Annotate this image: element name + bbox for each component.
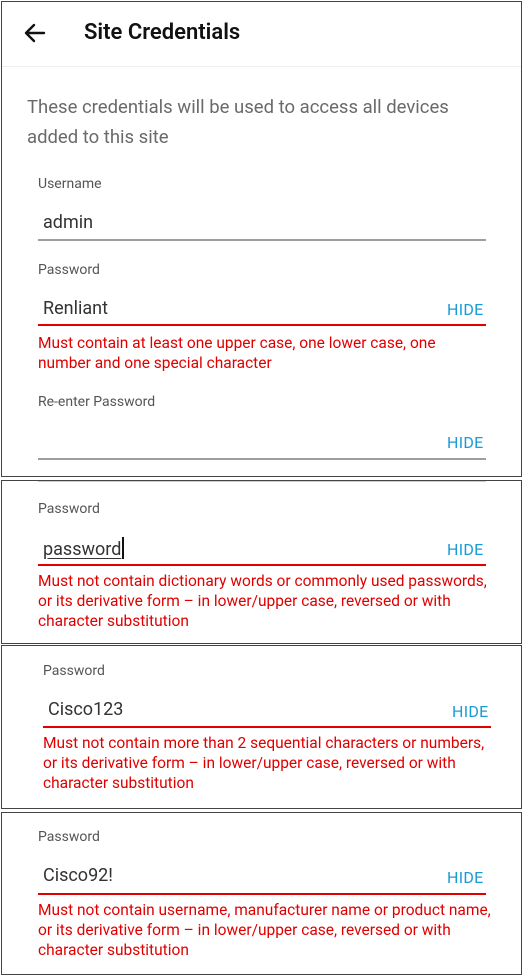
page-title: Site Credentials: [84, 20, 241, 45]
divider: [38, 481, 486, 482]
password-error: Must not contain more than 2 sequential characters or numbers, or its derivative form – in lower/upper case, reversed or with character substitution: [43, 734, 485, 792]
credentials-form-panel: [1, 1, 522, 477]
password-label: Password: [38, 501, 100, 517]
intro-text: These credentials will be used to access all devices added to this site: [27, 96, 449, 148]
password-label: Password: [38, 829, 100, 845]
password-error: Must contain at least one upper case, one lower case, one number and one special character: [38, 334, 436, 372]
app-header: [2, 2, 521, 67]
reenter-password-label: Re-enter Password: [38, 394, 156, 410]
password-field[interactable]: [43, 537, 124, 560]
password-label: Password: [43, 663, 105, 679]
password-hide-button[interactable]: HIDE: [447, 300, 484, 319]
username-field[interactable]: admin: [43, 212, 94, 233]
reenter-password-field[interactable]: [43, 430, 423, 452]
password-error: Must not contain username, manufacturer name or product name, or its derivative form – in lower/upper case, reversed or with character substitution: [38, 901, 491, 959]
password-hide-button[interactable]: HIDE: [447, 868, 484, 887]
password-underline: [38, 324, 486, 326]
back-arrow-icon[interactable]: [22, 20, 48, 46]
reenter-password-underline: [38, 458, 486, 460]
username-label: Username: [38, 176, 102, 192]
password-example-panel: [1, 812, 522, 975]
password-label: Password: [38, 262, 100, 278]
password-example-panel: [1, 480, 522, 644]
password-field[interactable]: Cisco92!: [43, 865, 113, 886]
password-example-panel: [1, 645, 522, 809]
password-underline: [43, 726, 491, 728]
password-underline: [38, 564, 486, 566]
password-error: Must not contain dictionary words or commonly used passwords, or its derivative form – in lower/upper case, reversed or with character substitution: [38, 572, 487, 630]
password-value: password: [43, 539, 122, 560]
password-field[interactable]: Cisco123: [48, 699, 124, 720]
password-hide-button[interactable]: HIDE: [452, 702, 489, 721]
reenter-hide-button[interactable]: HIDE: [447, 433, 484, 452]
password-hide-button[interactable]: HIDE: [447, 540, 484, 559]
text-cursor: [122, 537, 124, 559]
username-underline: [38, 239, 486, 241]
password-underline: [38, 893, 486, 895]
password-field[interactable]: Renliant: [43, 298, 108, 319]
